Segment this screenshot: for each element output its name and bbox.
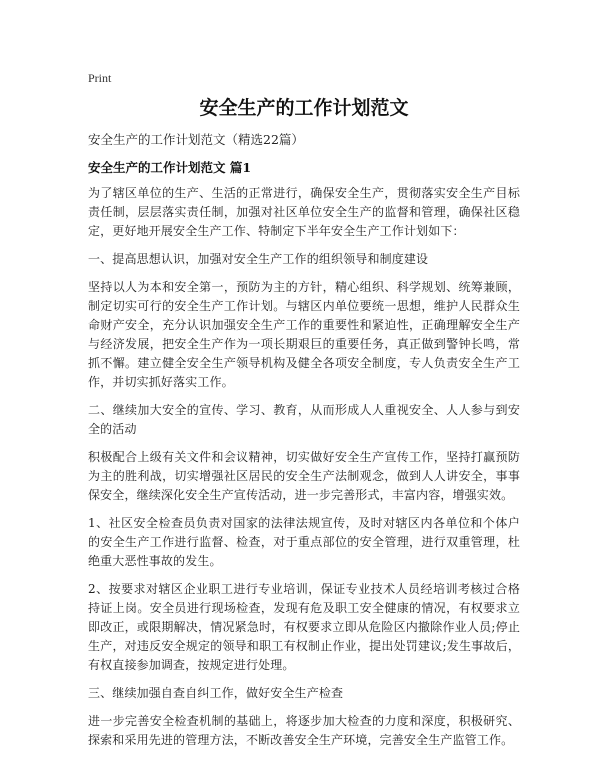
body-paragraph: 进一步完善安全检查机制的基础上，将逐步加大检查的力度和深度，积极研究、探索和采用先进的管理方法，不断改善安全生产环境，完善安全生产监管工作。: [88, 714, 520, 747]
numbered-paragraph-2: 2、按要求对辖区企业职工进行专业培训，保证专业技术人员经培训考核过合格持证上岗。安全员进行现场检查，发现有危及职工安全健康的情况，有权要求立即改正，或限期解决，情况紧急时，有权要求立即从危险区内撤除作业人员;停止生产，对违反安全规定的领导和职工有权制止作业，提出处罚建议;发生事故后，有权直接参加调查，按规定进行处理。: [88, 582, 520, 672]
heading-paragraph-3: 三、继续加强自查自纠工作，做好安全生产检查: [88, 686, 344, 700]
body-paragraph: 积极配合上级有关文件和会议精神，切实做好安全生产宣传工作，坚持打赢预防为主的胜利战，切实增强社区居民的安全生产法制观念，做到人人讲安全，事事保安全，继续深化安全生产宣传活动，进一步完善形式，丰富内容，增强实效。: [88, 450, 520, 502]
page-title: 安全生产的工作计划范文: [199, 97, 409, 119]
heading-paragraph-2: 二、继续加大安全的宣传、学习、教育，从而形成人人重视安全、人人参与到安全的活动: [88, 403, 520, 436]
article-body: [88, 184, 520, 759]
section-heading: 安全生产的工作计划范文 篇1: [88, 160, 252, 175]
document-subtitle: 安全生产的工作计划范文（精选22篇）: [88, 132, 304, 147]
print-link[interactable]: Print: [88, 71, 112, 85]
numbered-paragraph-1: 1、社区安全检查员负责对国家的法律法规宣传，及时对辖区内各单位和个体户的安全生产工作进行监督、检查，对于重点部位的安全管理，进行双重管理，杜绝重大恶性事故的发生。: [88, 516, 520, 568]
intro-paragraph: 为了辖区单位的生产、生活的正常进行，确保安全生产，贯彻落实安全生产目标责任制，层层落实责任制，加强对社区单位安全生产的监督和管理，确保社区稳定，更好地开展安全生产工作、特制定下半年安全生产工作计划如下：: [88, 186, 520, 238]
heading-paragraph-1: 一、提高思想认识，加强对安全生产工作的组织领导和制度建设: [88, 252, 429, 266]
body-paragraph: 坚持以人为本和安全第一，预防为主的方针，精心组织、科学规划、统筹兼顾，制定切实可行的安全生产工作计划。与辖区内单位要统一思想，维护人民群众生命财产安全，充分认识加强安全生产工作的重要性和紧迫性，正确理解安全生产与经济发展，把安全生产作为一项长期艰巨的重要任务，真正做到警钟长鸣，常抓不懈。建立健全安全生产领导机构及健全各项安全制度，专人负责安全生产工作，并切实抓好落实工作。: [88, 280, 520, 389]
